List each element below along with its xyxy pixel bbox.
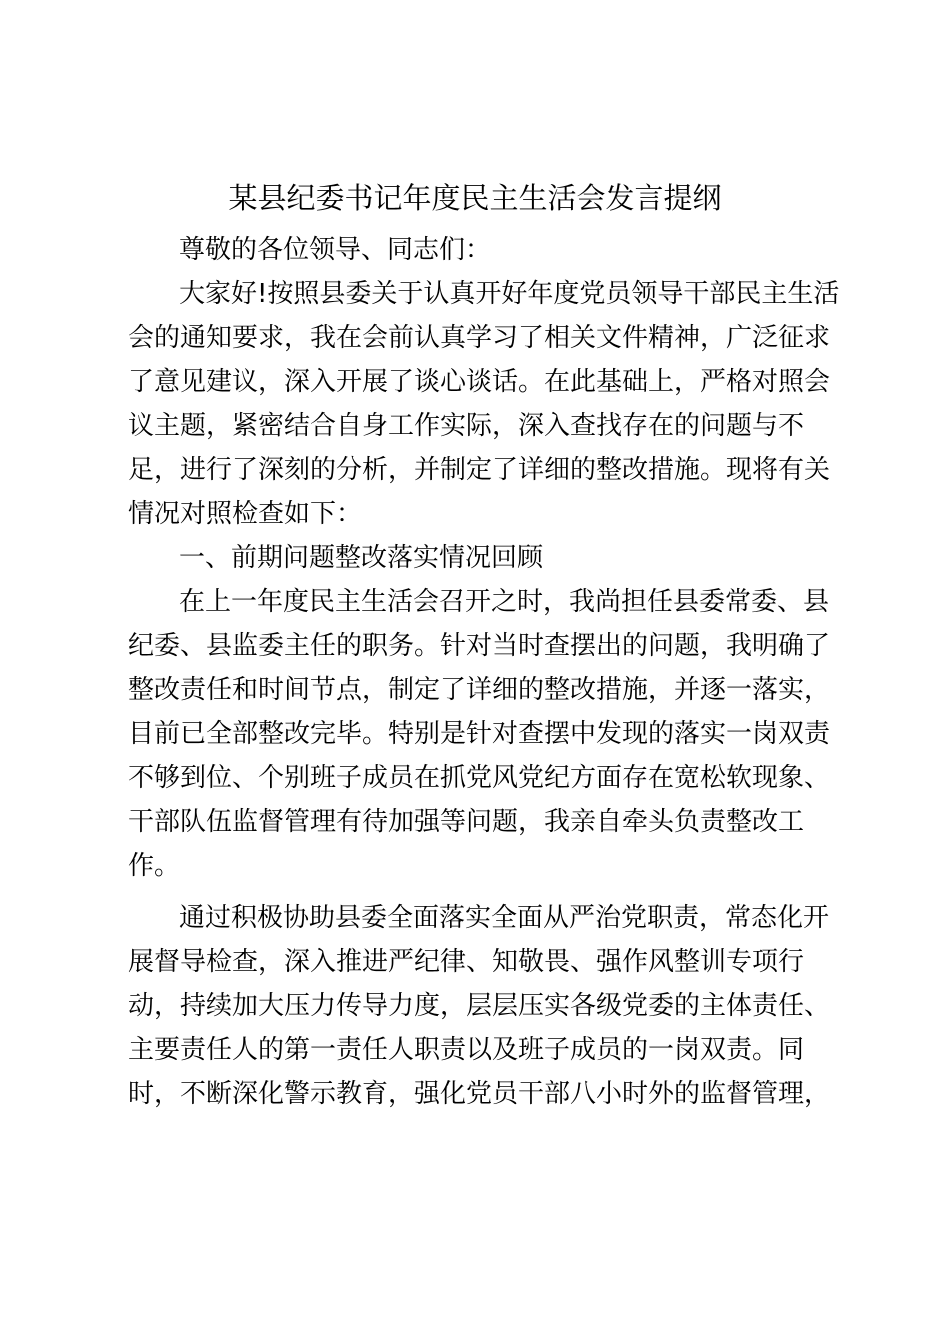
paragraph-line: 主要责任人的第一责任人职责以及班子成员的一岗双责。同 [128, 1035, 805, 1065]
paragraph-line: 时，不断深化警示教育，强化党员干部八小时外的监督管理， [128, 1079, 831, 1109]
paragraph-line: 纪委、县监委主任的职务。针对当时查摆出的问题，我明确了 [128, 631, 831, 661]
paragraph-line: 作。 [128, 851, 181, 881]
salutation: 尊敬的各位领导、同志们： [179, 235, 492, 265]
paragraph-line: 干部队伍监督管理有待加强等问题，我亲自牵头负责整改工 [128, 807, 805, 837]
paragraph-line: 在上一年度民主生活会召开之时，我尚担任县委常委、县 [179, 587, 830, 617]
paragraph-line: 目前已全部整改完毕。特别是针对查摆中发现的落实一岗双责 [128, 719, 831, 749]
paragraph-line: 议主题，紧密结合自身工作实际，深入查找存在的问题与不 [128, 411, 805, 441]
paragraph-line: 了意见建议，深入开展了谈心谈话。在此基础上，严格对照会 [128, 367, 831, 397]
paragraph-line: 会的通知要求，我在会前认真学习了相关文件精神，广泛征求 [128, 323, 831, 353]
paragraph-line: 整改责任和时间节点，制定了详细的整改措施，并逐一落实， [128, 675, 831, 705]
section-heading: 一、前期问题整改落实情况回顾 [179, 543, 544, 573]
paragraph-line: 足，进行了深刻的分析，并制定了详细的整改措施。现将有关 [128, 455, 831, 485]
paragraph-line: 不够到位、个别班子成员在抓党风党纪方面存在宽松软现象、 [128, 763, 831, 793]
paragraph-line: 动，持续加大压力传导力度，层层压实各级党委的主体责任、 [128, 991, 831, 1021]
document-title: 某县纪委书记年度民主生活会发言提纲 [228, 181, 722, 215]
paragraph-line: 大家好!按照县委关于认真开好年度党员领导干部民主生活 [179, 279, 840, 309]
paragraph-line: 通过积极协助县委全面落实全面从严治党职责，常态化开 [179, 903, 830, 933]
paragraph-line: 情况对照检查如下： [128, 499, 363, 529]
paragraph-line: 展督导检查，深入推进严纪律、知敬畏、强作风整训专项行 [128, 947, 805, 977]
